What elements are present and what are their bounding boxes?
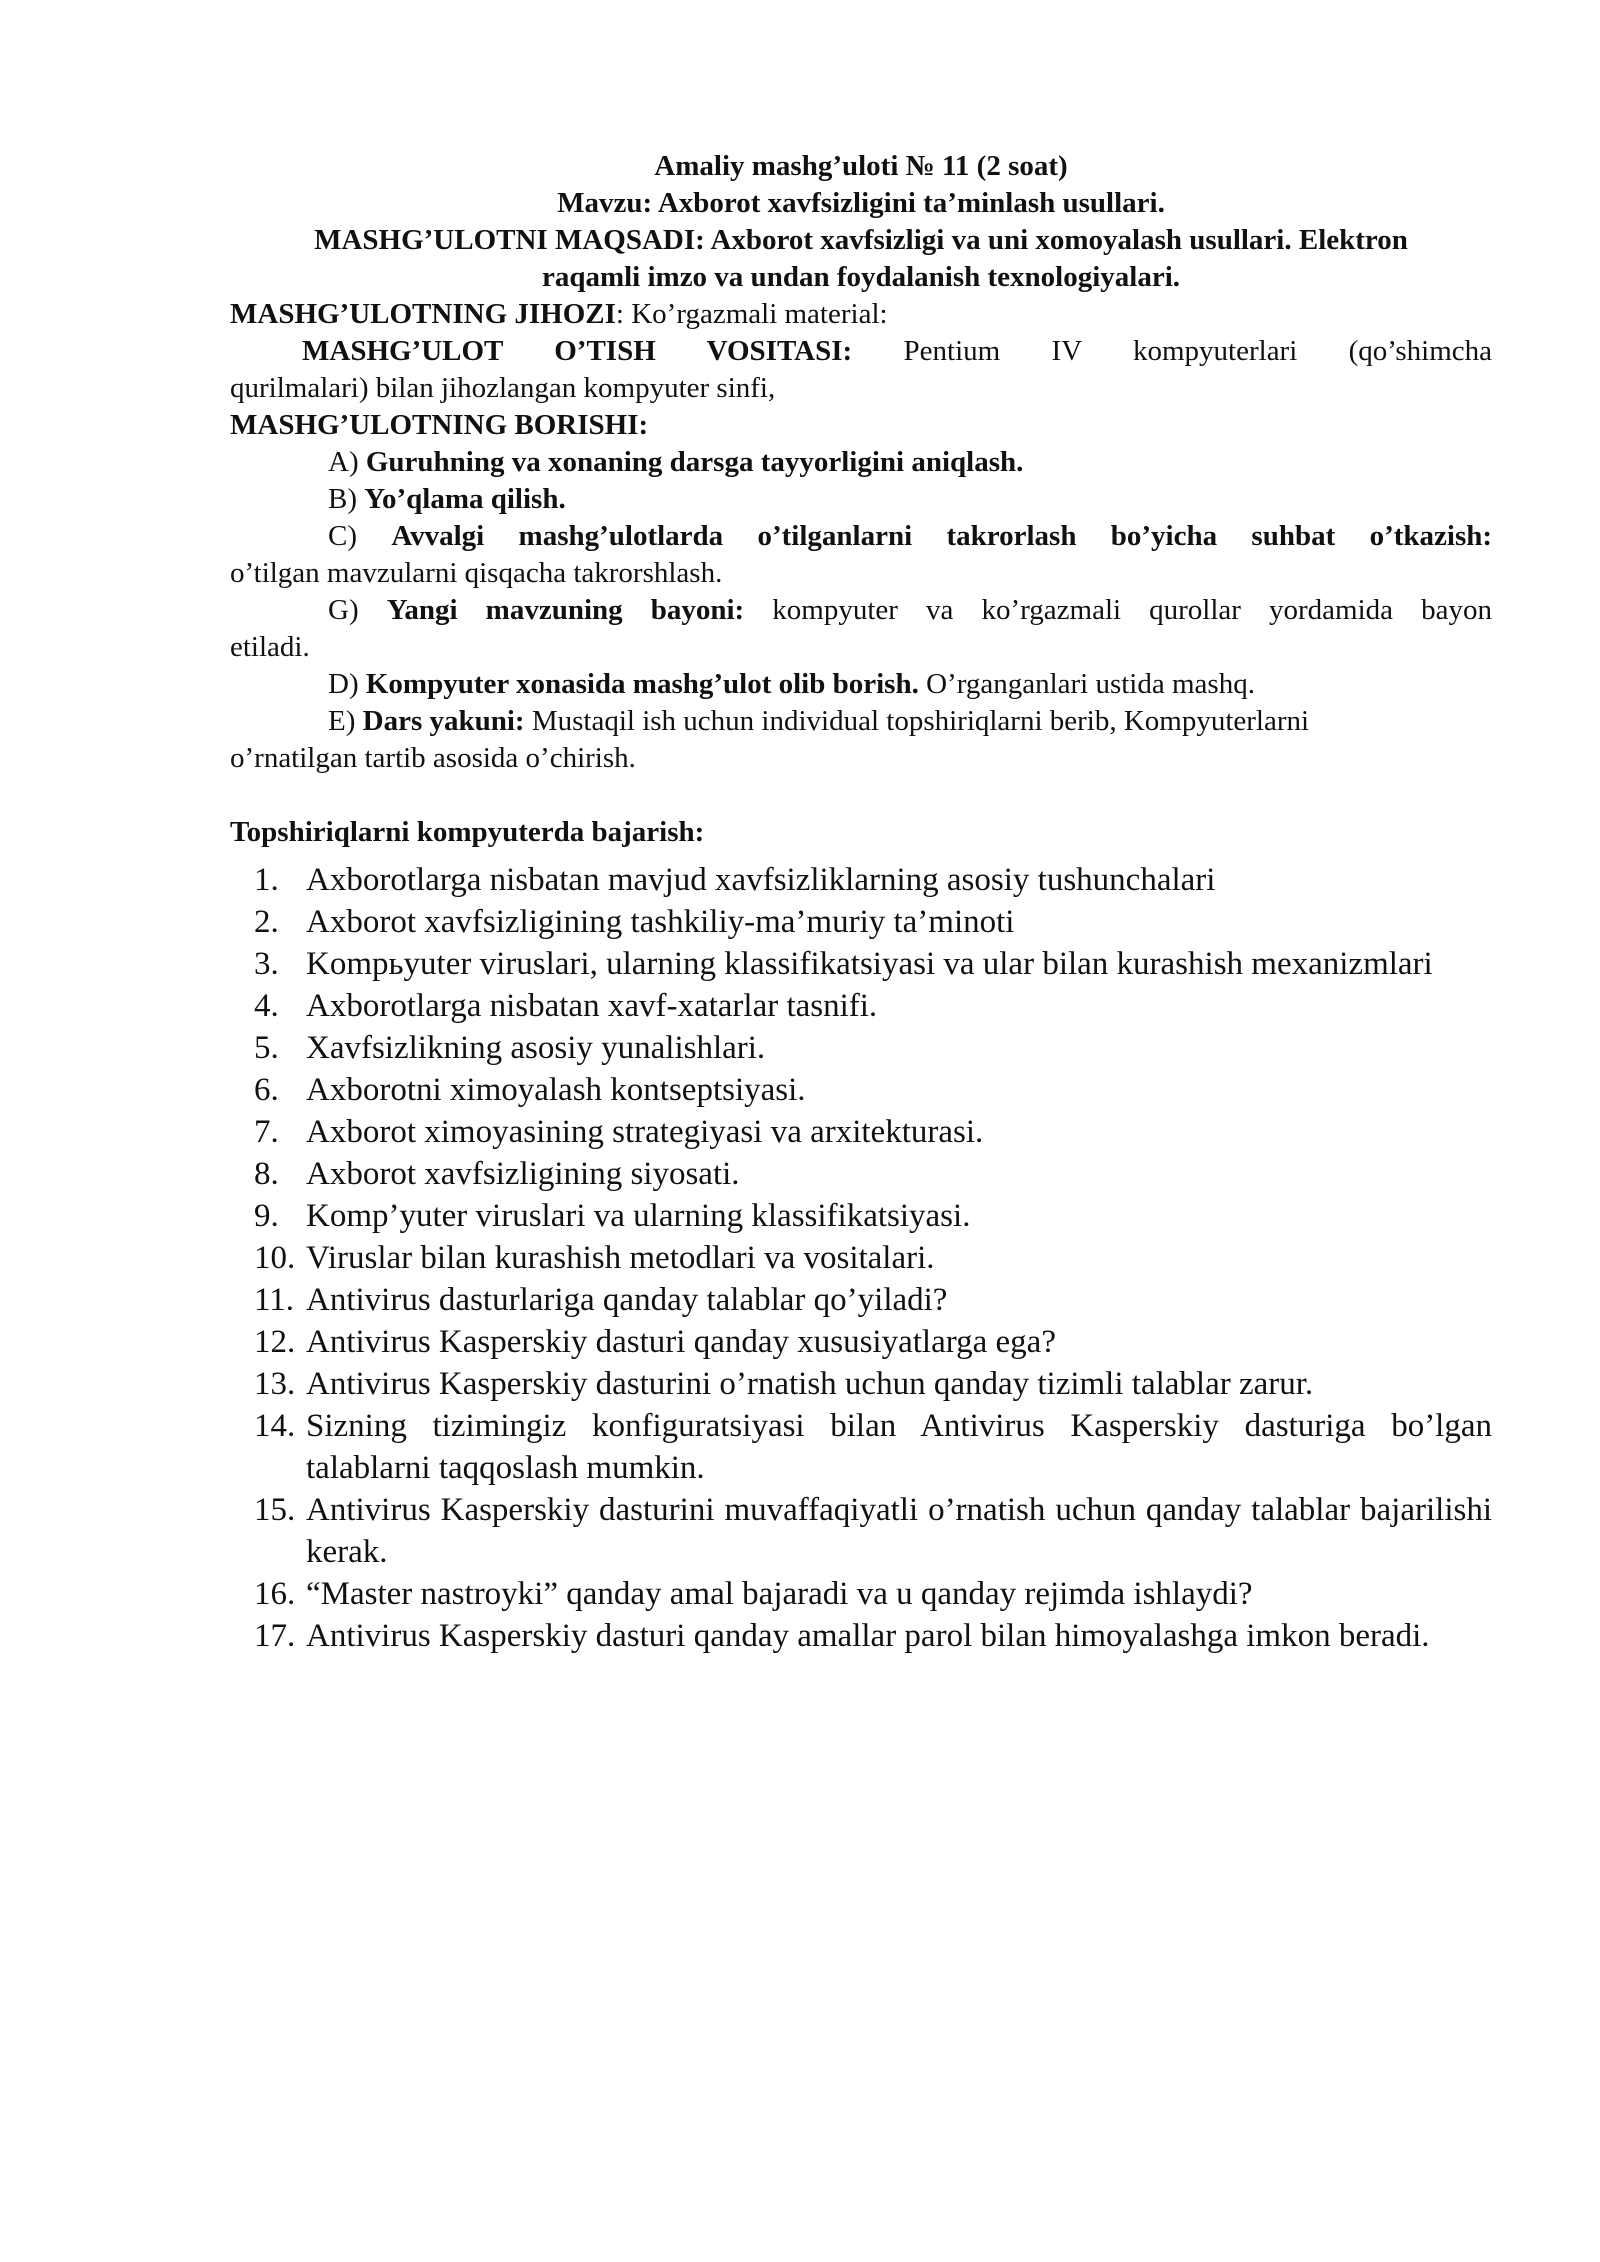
task-number: 4. [254,988,279,1024]
step-rest: Mustaqil ish uchun individual topshiriqlarni berib, Kompyuterlarni [524,705,1310,737]
task-item [230,1111,1492,1153]
task-number: 6. [254,1072,279,1108]
task-item [230,1363,1492,1405]
task-text: Antivirus Kasperskiy dasturi qanday amallar parol bilan himoyalashga imkon beradi. [306,1618,1430,1654]
goal-line-2: raqamli imzo va undan foydalanish texnologiyalari. [541,261,1181,293]
task-item [230,1279,1492,1321]
step-b [230,481,1492,518]
step-letter: A) [328,446,366,478]
task-number: 14. [254,1408,296,1444]
step-e [230,703,1492,740]
task-number: 8. [254,1156,279,1192]
equipment-line [230,296,1492,333]
task-text: Xavfsizlikning asosiy yunalishlari. [306,1030,766,1066]
step-letter: B) [328,483,365,515]
task-text: Antivirus dasturlariga qanday talablar qo’yiladi? [306,1282,948,1318]
task-item [230,943,1492,985]
means-line-1 [230,333,1492,370]
task-item [230,859,1492,901]
step-rest: kompyuter va ko’rgazmali qurollar yordamida bayon [744,594,1492,626]
task-number: 13. [254,1366,296,1402]
task-text: Antivirus Kasperskiy dasturi qanday xususiyatlarga ega? [306,1324,1056,1360]
step-g-cont: etiladi. [230,631,310,663]
task-text: Axborot xavfsizligining tashkiliy-ma’muriy ta’minoti [306,904,1015,940]
tasks-heading: Topshiriqlarni kompyuterda bajarish: [230,816,705,848]
step-rest: O’rganganlari ustida mashq. [918,668,1255,700]
step-letter: G) [328,594,387,626]
step-c-cont: o’tilgan mavzularni qisqacha takrorshlash. [230,557,723,589]
section-gap [230,777,1492,814]
task-number: 15. [254,1492,296,1528]
task-number: 1. [254,862,279,898]
task-list [230,859,1492,1657]
task-text: Antivirus Kasperskiy dasturini o’rnatish uchun qanday tizimli talablar zarur. [306,1366,1314,1402]
goal-line-1 [230,222,1492,259]
step-bold: Yangi mavzuning bayoni: [386,594,745,626]
means-label: MASHG’ULOT O’TISH VOSITASI: [302,335,853,367]
task-number: 11. [254,1282,295,1318]
task-text: Viruslar bilan kurashish metodlari va vositalari. [306,1240,935,1276]
task-number: 17. [254,1618,296,1654]
task-text: “Master nastroyki” qanday amal bajaradi va u qanday rejimda ishlaydi? [306,1576,1253,1612]
task-item [230,901,1492,943]
task-item [230,1405,1492,1489]
task-number: 3. [254,946,279,982]
step-bold: Kompyuter xonasida mashg’ulot olib borish. [365,668,919,700]
task-number: 12. [254,1324,296,1360]
task-item [230,1027,1492,1069]
means-value-1: Pentium IV kompyuterlari (qo’shimcha [852,335,1492,367]
step-letter: C) [328,520,392,552]
task-text: Axborotni ximoyalash kontseptsiyasi. [306,1072,806,1108]
equipment-value: : Ko’rgazmali material: [615,298,888,330]
step-c [230,518,1492,555]
task-number: 10. [254,1240,296,1276]
equipment-label: MASHG’ULOTNING JIHOZI [230,298,616,330]
task-item [230,1321,1492,1363]
task-item [230,1237,1492,1279]
task-text: Axborotlarga nisbatan xavf-xatarlar tasnifi. [306,988,878,1024]
task-number: 5. [254,1030,279,1066]
task-item [230,985,1492,1027]
document-content [230,148,1492,1657]
task-item [230,1615,1492,1657]
page-title: Amaliy mashg’uloti № 11 (2 soat) [654,150,1068,182]
task-item [230,1069,1492,1111]
step-g [230,592,1492,629]
task-number: 9. [254,1198,279,1234]
task-item [230,1195,1492,1237]
task-text: Axborotlarga nisbatan mavjud xavfsizliklarning asosiy tushunchalari [306,862,1216,898]
step-letter: E) [328,705,363,737]
goal-label: MASHG’ULOTNI MAQSADI: [314,224,705,256]
task-text: Komp’yuter viruslari va ularning klassifikatsiyasi. [306,1198,971,1234]
step-bold: Avvalgi mashg’ulotlarda o’tilganlarni takrorlash bo’yicha suhbat o’tkazish: [391,520,1493,552]
step-bold: Dars yakuni: [362,705,525,737]
task-text: Sizning tizimingiz konfiguratsiyasi bilan Antivirus Kasperskiy dasturiga bo’lgan talablarni taqqoslash mumkin. [306,1408,1492,1486]
means-line-2: qurilmalari) bilan jihozlangan kompyuter sinfi, [230,372,776,404]
task-text: Axborot xavfsizligining siyosati. [306,1156,740,1192]
task-number: 16. [254,1576,296,1612]
procedure-label: MASHG’ULOTNING BORISHI: [230,409,649,441]
step-bold: Yo’qlama qilish. [364,483,566,515]
task-item [230,1573,1492,1615]
task-text: Kompьyuter viruslari, ularning klassifikatsiyasi va ular bilan kurashish mexanizmlari [306,946,1433,982]
task-number: 7. [254,1114,279,1150]
task-item [230,1489,1492,1573]
task-text: Axborot ximoyasining strategiyasi va arxitekturasi. [306,1114,984,1150]
task-number: 2. [254,904,279,940]
step-letter: D) [328,668,366,700]
task-text: Antivirus Kasperskiy dasturini muvaffaqiyatli o’rnatish uchun qanday talablar bajarilishi kerak. [306,1492,1492,1570]
step-a [230,444,1492,481]
step-bold: Guruhning va xonaning darsga tayyorligini aniqlash. [365,446,1024,478]
step-e-cont: o’rnatilgan tartib asosida o’chirish. [230,742,636,774]
goal-text-1: Axborot xavfsizligi va uni xomoyalash usullari. Elektron [704,224,1408,256]
task-item [230,1153,1492,1195]
step-d [230,666,1492,703]
topic-line: Mavzu: Axborot xavfsizligini ta’minlash usullari. [557,187,1165,219]
